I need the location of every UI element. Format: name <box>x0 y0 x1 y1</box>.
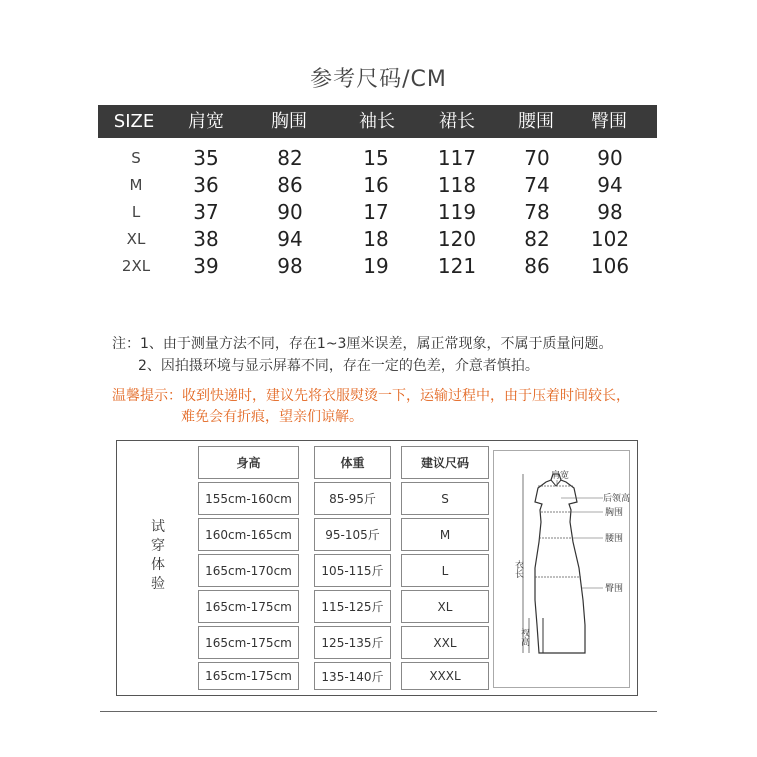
header-shoulder: 肩宽 <box>188 111 224 132</box>
value-hip: 98 <box>597 200 623 224</box>
value-shoulder: 39 <box>193 254 219 278</box>
label-back-neck: 后领高 <box>603 494 630 504</box>
fit-header-size: 建议尺码 <box>401 446 489 479</box>
value-waist: 74 <box>524 173 550 197</box>
size-chart-header <box>98 105 657 138</box>
value-hip: 106 <box>590 254 630 278</box>
warm-tip-line-2: 难免会有折痕，望亲们谅解。 <box>181 409 363 425</box>
size-label: S <box>131 149 141 167</box>
size-row <box>0 199 757 226</box>
qipao-measurement-diagram <box>493 450 630 688</box>
fit-cell-height: 165cm-175cm <box>198 626 299 659</box>
value-sleeve: 18 <box>363 227 389 251</box>
header-size: SIZE <box>113 111 155 132</box>
fit-cell-size: M <box>401 518 489 551</box>
label-shoulder: 肩宽 <box>551 471 570 481</box>
value-dress-length: 117 <box>437 146 477 170</box>
value-shoulder: 36 <box>193 173 219 197</box>
fit-cell-weight: 85-95斤 <box>314 482 391 515</box>
value-hip: 94 <box>597 173 623 197</box>
value-waist: 70 <box>524 146 550 170</box>
value-waist: 86 <box>524 254 550 278</box>
value-shoulder: 35 <box>193 146 219 170</box>
page-title: 参考尺码/CM <box>310 67 447 92</box>
label-chest: 胸围 <box>605 508 624 518</box>
value-chest: 82 <box>277 146 303 170</box>
fit-cell-size: XL <box>401 590 489 623</box>
label-hip: 臀围 <box>605 584 624 594</box>
fit-cell-size: L <box>401 554 489 587</box>
header-hip: 臀围 <box>591 111 627 132</box>
header-chest: 胸围 <box>271 111 307 132</box>
header-sleeve: 袖长 <box>359 111 395 132</box>
size-row <box>0 253 757 280</box>
value-dress-length: 119 <box>437 200 477 224</box>
fit-cell-size: XXXL <box>401 662 489 690</box>
value-hip: 102 <box>590 227 630 251</box>
fit-cell-size: XXL <box>401 626 489 659</box>
label-waist: 腰围 <box>605 534 624 544</box>
value-sleeve: 17 <box>363 200 389 224</box>
fit-cell-size: S <box>401 482 489 515</box>
value-chest: 98 <box>277 254 303 278</box>
size-label: 2XL <box>121 257 151 275</box>
label-slit: 衩高 <box>519 628 529 646</box>
note-line-2: 2、因拍摄环境与显示屏幕不同，存在一定的色差，介意者慎拍。 <box>138 358 539 374</box>
fit-cell-height: 165cm-175cm <box>198 590 299 623</box>
label-length: 衣长 <box>513 560 523 578</box>
header-dress-length: 裙长 <box>439 111 475 132</box>
value-chest: 86 <box>277 173 303 197</box>
value-chest: 94 <box>277 227 303 251</box>
fit-cell-weight: 115-125斤 <box>314 590 391 623</box>
value-chest: 90 <box>277 200 303 224</box>
size-row <box>0 145 757 172</box>
fit-cell-height: 155cm-160cm <box>198 482 299 515</box>
bottom-divider <box>100 711 657 712</box>
value-dress-length: 121 <box>437 254 477 278</box>
size-row <box>0 172 757 199</box>
value-sleeve: 19 <box>363 254 389 278</box>
value-shoulder: 37 <box>193 200 219 224</box>
note-line-1: 注：1、由于测量方法不同，存在1~3厘米误差，属正常现象，不属于质量问题。 <box>112 336 613 352</box>
size-label: M <box>129 176 143 194</box>
value-sleeve: 16 <box>363 173 389 197</box>
size-row <box>0 226 757 253</box>
fit-cell-height: 165cm-175cm <box>198 662 299 690</box>
value-hip: 90 <box>597 146 623 170</box>
fit-cell-weight: 125-135斤 <box>314 626 391 659</box>
fit-header-weight: 体重 <box>314 446 391 479</box>
fit-cell-height: 160cm-165cm <box>198 518 299 551</box>
fit-cell-weight: 105-115斤 <box>314 554 391 587</box>
fit-section-label: 试 穿 体 验 <box>151 519 165 592</box>
value-dress-length: 118 <box>437 173 477 197</box>
header-waist: 腰围 <box>518 111 554 132</box>
value-shoulder: 38 <box>193 227 219 251</box>
size-label: L <box>131 203 141 221</box>
warm-tip-line-1: 温馨提示：收到快递时，建议先将衣服熨烫一下，运输过程中，由于压着时间较长， <box>112 388 630 404</box>
fit-cell-height: 165cm-170cm <box>198 554 299 587</box>
fit-cell-weight: 135-140斤 <box>314 662 391 690</box>
value-waist: 78 <box>524 200 550 224</box>
size-label: XL <box>126 230 146 248</box>
fit-cell-weight: 95-105斤 <box>314 518 391 551</box>
value-sleeve: 15 <box>363 146 389 170</box>
fit-header-height: 身高 <box>198 446 299 479</box>
value-waist: 82 <box>524 227 550 251</box>
value-dress-length: 120 <box>437 227 477 251</box>
